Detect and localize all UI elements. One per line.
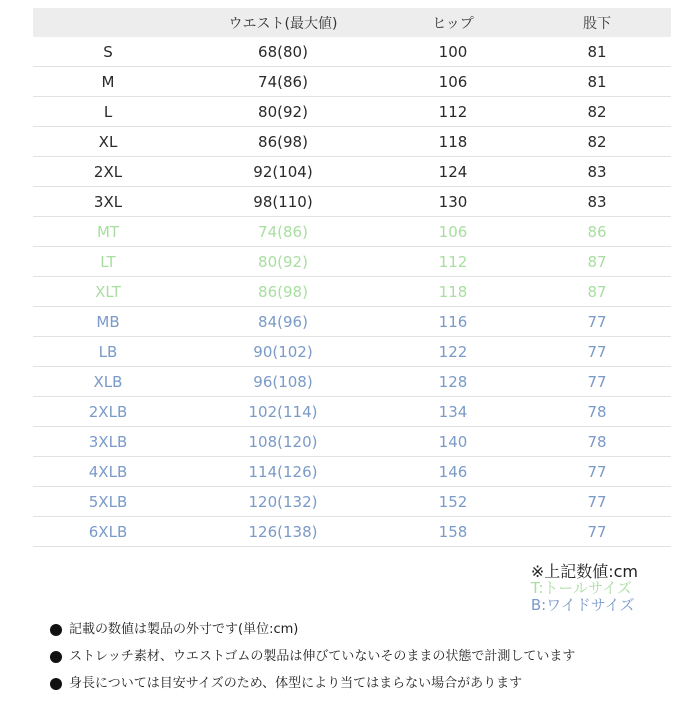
cell-inseam: 83 bbox=[523, 187, 671, 217]
cell-hip: 128 bbox=[383, 367, 523, 397]
table-row bbox=[33, 37, 671, 67]
cell-size: L bbox=[33, 97, 183, 127]
cell-waist: 108(120) bbox=[183, 427, 383, 457]
header-waist: ウエスト(最大値) bbox=[183, 8, 383, 37]
cell-size: XL bbox=[33, 127, 183, 157]
cell-hip: 100 bbox=[383, 37, 523, 67]
cell-waist: 68(80) bbox=[183, 37, 383, 67]
table-row bbox=[33, 367, 671, 397]
cell-inseam: 86 bbox=[523, 217, 671, 247]
cell-inseam: 77 bbox=[523, 337, 671, 367]
cell-size: M bbox=[33, 67, 183, 97]
table-row bbox=[33, 487, 671, 517]
cell-hip: 140 bbox=[383, 427, 523, 457]
cell-size: XLT bbox=[33, 277, 183, 307]
table-row bbox=[33, 307, 671, 337]
table-row bbox=[33, 217, 671, 247]
table-row bbox=[33, 277, 671, 307]
table-row bbox=[33, 97, 671, 127]
cell-inseam: 77 bbox=[523, 457, 671, 487]
header-hip: ヒップ bbox=[383, 8, 523, 37]
bullet-icon bbox=[50, 651, 62, 663]
cell-size: LT bbox=[33, 247, 183, 277]
cell-waist: 80(92) bbox=[183, 247, 383, 277]
cell-size: 6XLB bbox=[33, 517, 183, 547]
cell-inseam: 78 bbox=[523, 427, 671, 457]
table-row bbox=[33, 127, 671, 157]
cell-waist: 86(98) bbox=[183, 277, 383, 307]
cell-hip: 112 bbox=[383, 247, 523, 277]
legend-unit: ※上記数値:cm bbox=[530, 562, 638, 581]
cell-hip: 134 bbox=[383, 397, 523, 427]
note-item bbox=[50, 620, 575, 647]
cell-size: 3XLB bbox=[33, 427, 183, 457]
cell-size: 3XL bbox=[33, 187, 183, 217]
cell-hip: 116 bbox=[383, 307, 523, 337]
cell-hip: 106 bbox=[383, 217, 523, 247]
legend-wide: B:ワイドサイズ bbox=[530, 596, 635, 614]
table-row bbox=[33, 67, 671, 97]
cell-inseam: 87 bbox=[523, 277, 671, 307]
cell-size: LB bbox=[33, 337, 183, 367]
note-text: ストレッチ素材、ウエストゴムの製品は伸びていないそのままの状態で計測しています bbox=[69, 649, 576, 664]
cell-hip: 152 bbox=[383, 487, 523, 517]
bullet-icon bbox=[50, 624, 62, 636]
cell-waist: 96(108) bbox=[183, 367, 383, 397]
cell-waist: 120(132) bbox=[183, 487, 383, 517]
cell-waist: 84(96) bbox=[183, 307, 383, 337]
cell-hip: 124 bbox=[383, 157, 523, 187]
cell-waist: 74(86) bbox=[183, 67, 383, 97]
table-row bbox=[33, 427, 671, 457]
cell-waist: 126(138) bbox=[183, 517, 383, 547]
cell-inseam: 81 bbox=[523, 37, 671, 67]
table-row bbox=[33, 397, 671, 427]
header-size bbox=[33, 8, 183, 37]
cell-size: 2XL bbox=[33, 157, 183, 187]
cell-size: 5XLB bbox=[33, 487, 183, 517]
legend bbox=[531, 563, 638, 614]
cell-waist: 90(102) bbox=[183, 337, 383, 367]
header-inseam: 股下 bbox=[523, 8, 671, 37]
note-item bbox=[50, 674, 575, 701]
cell-size: MB bbox=[33, 307, 183, 337]
table-row bbox=[33, 337, 671, 367]
cell-inseam: 77 bbox=[523, 487, 671, 517]
cell-inseam: 82 bbox=[523, 97, 671, 127]
cell-waist: 86(98) bbox=[183, 127, 383, 157]
table-row bbox=[33, 457, 671, 487]
cell-hip: 118 bbox=[383, 277, 523, 307]
cell-waist: 102(114) bbox=[183, 397, 383, 427]
cell-inseam: 77 bbox=[523, 307, 671, 337]
cell-inseam: 82 bbox=[523, 127, 671, 157]
table-row bbox=[33, 187, 671, 217]
cell-size: 4XLB bbox=[33, 457, 183, 487]
table-row bbox=[33, 247, 671, 277]
cell-inseam: 81 bbox=[523, 67, 671, 97]
cell-inseam: 83 bbox=[523, 157, 671, 187]
note-text: 記載の数値は製品の外寸です(単位:cm) bbox=[69, 622, 299, 637]
cell-waist: 92(104) bbox=[183, 157, 383, 187]
cell-waist: 74(86) bbox=[183, 217, 383, 247]
cell-hip: 106 bbox=[383, 67, 523, 97]
cell-waist: 114(126) bbox=[183, 457, 383, 487]
bullet-icon bbox=[50, 678, 62, 690]
cell-waist: 80(92) bbox=[183, 97, 383, 127]
table-header-row bbox=[33, 8, 671, 37]
table-row bbox=[33, 157, 671, 187]
cell-size: 2XLB bbox=[33, 397, 183, 427]
cell-size: MT bbox=[33, 217, 183, 247]
cell-inseam: 78 bbox=[523, 397, 671, 427]
cell-inseam: 77 bbox=[523, 367, 671, 397]
cell-inseam: 77 bbox=[523, 517, 671, 547]
size-table bbox=[33, 8, 671, 547]
cell-hip: 118 bbox=[383, 127, 523, 157]
notes-list bbox=[50, 620, 575, 701]
cell-hip: 146 bbox=[383, 457, 523, 487]
note-item bbox=[50, 647, 575, 674]
cell-hip: 112 bbox=[383, 97, 523, 127]
cell-hip: 158 bbox=[383, 517, 523, 547]
cell-hip: 130 bbox=[383, 187, 523, 217]
cell-size: S bbox=[33, 37, 183, 67]
cell-size: XLB bbox=[33, 367, 183, 397]
cell-hip: 122 bbox=[383, 337, 523, 367]
table-row bbox=[33, 517, 671, 547]
cell-inseam: 87 bbox=[523, 247, 671, 277]
note-text: 身長については目安サイズのため、体型により当てはまらない場合があります bbox=[69, 676, 523, 691]
cell-waist: 98(110) bbox=[183, 187, 383, 217]
legend-tall: T:トールサイズ bbox=[530, 579, 632, 597]
